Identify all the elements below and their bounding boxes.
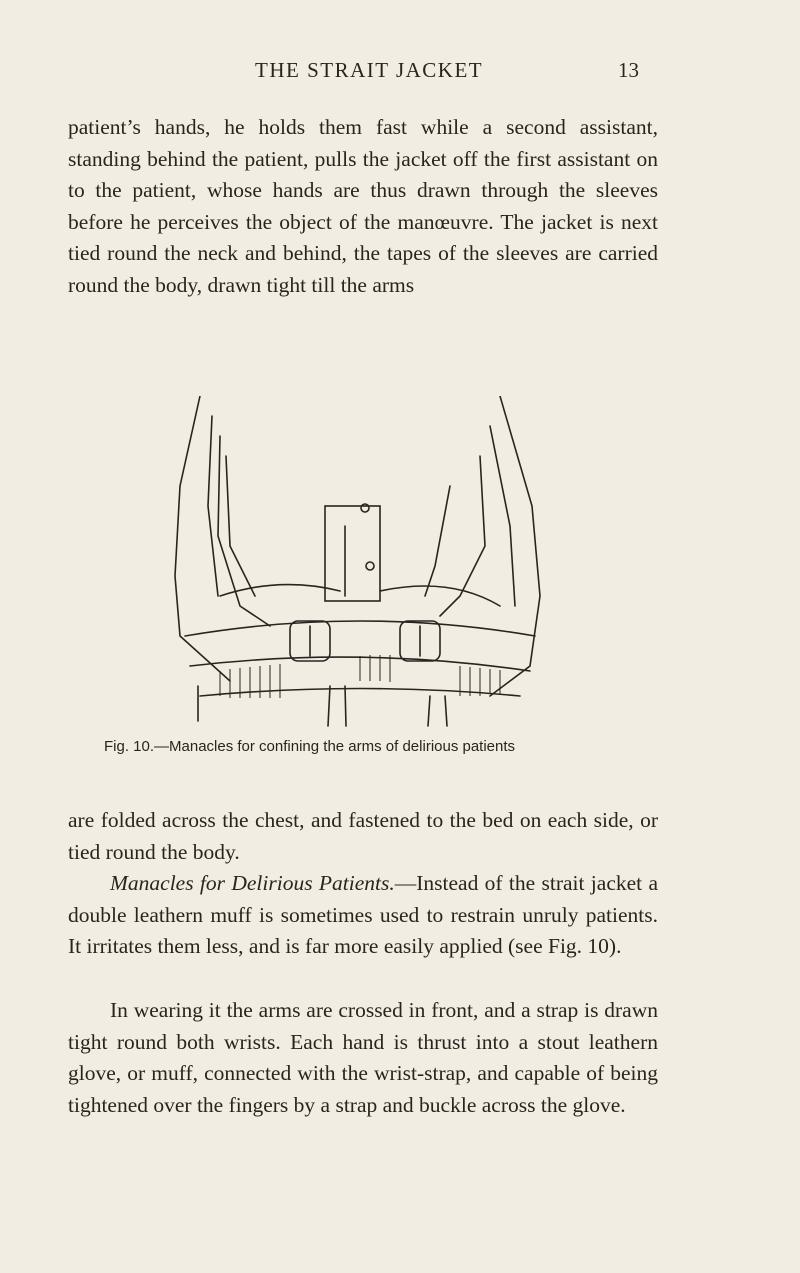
paragraph-4: In wearing it the arms are crossed in front, and a strap is drawn tight round both wrists. Each hand is thrust into a stout leathern glove, or muff, connected with the wrist-strap, and capable of being tightened over the fingers by a strap and buckle across the glove. xyxy=(68,998,658,1117)
paragraph-3 xyxy=(68,868,658,963)
paragraph-1: patient’s hands, he holds them fast while a second assistant, standing behind the patient, pulls the jacket off the first assistant on to the patient, whose hands are thus drawn through the sleeves before he perceives the object of the manœuvre. The jacket is next tied round the neck and behind, the tapes of the sleeves are carried round the body, drawn tight till the arms xyxy=(68,115,658,297)
running-title: THE STRAIT JACKET xyxy=(255,58,484,82)
manacles-illustration xyxy=(160,396,560,731)
page-number: 13 xyxy=(618,58,639,82)
figure-manacles xyxy=(160,396,560,731)
side-heading: Manacles for Delirious Patients. xyxy=(110,871,395,895)
paragraph-2: are folded across the chest, and fastened to the bed on each side, or tied round the body. xyxy=(68,808,658,864)
figure-caption: Fig. 10.—Manacles for confining the arms of delirious patients xyxy=(104,738,516,755)
paragraph-3-text: —Instead of the strait jacket a double leathern muff is sometimes used to restrain unruly patients. It irritates them less, and is far more easily applied (see Fig. 10). xyxy=(68,871,658,958)
page-header xyxy=(0,58,800,92)
